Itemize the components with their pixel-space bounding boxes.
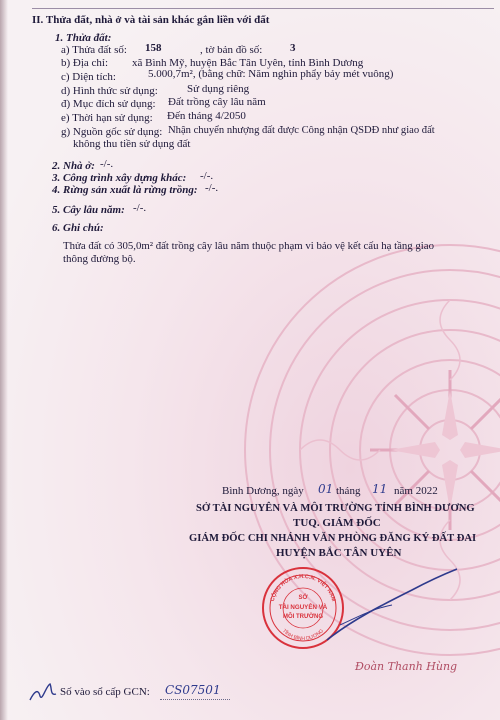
page-binding-edge [0, 0, 8, 720]
org-line1: SỞ TÀI NGUYÊN VÀ MÔI TRƯỜNG TỈNH BÌNH DƯƠNG [196, 503, 475, 514]
gcn-entry-value: CS07501 [165, 683, 221, 697]
org-line3: GIÁM ĐỐC CHI NHÁNH VĂN PHÒNG ĐĂNG KÝ ĐẤT ĐAI [189, 533, 477, 544]
area-label: c) Diện tích: [61, 71, 116, 83]
area-value: 5.000,7m², (bằng chữ: Năm nghìn phẩy bảy mét vuông) [148, 68, 394, 80]
term-label: e) Thời hạn sử dụng: [61, 112, 153, 124]
origin-value-line1: Nhận chuyển nhượng đất được Công nhận QSDĐ như giao đất [168, 125, 435, 136]
signer-name: Đoàn Thanh Hùng [355, 660, 458, 673]
stamp-inner-line3: MÔI TRƯỜNG [282, 614, 324, 620]
map-sheet-label: , tờ bản đồ số: [200, 44, 263, 56]
gcn-entry-underline [160, 699, 230, 700]
org-line2: TUQ. GIÁM ĐỐC [293, 517, 381, 529]
other-works-label: 3. Công trình xây dựng khác: [52, 172, 187, 184]
map-sheet-value: 3 [290, 42, 296, 54]
term-value: Đến tháng 4/2050 [167, 110, 246, 122]
notes-line1: Thửa đất có 305,0m² đất trồng cây lâu năm thuộc phạm vi bảo vệ kết cấu hạ tầng giao [63, 240, 434, 252]
date-prefix: Bình Dương, ngày [222, 485, 304, 497]
date-month: 11 [372, 482, 388, 496]
purpose-label: đ) Mục đích sử dụng: [61, 98, 156, 110]
svg-text:TỈNH BÌNH DƯƠNG [281, 628, 325, 642]
stamp-outer-text: CỘNG HÒA X.H.C.N. VIỆT NAM [269, 573, 337, 603]
notes-line2: thông đường bộ. [63, 253, 136, 265]
parcel-number-value: 158 [145, 42, 162, 54]
purpose-value: Đất trồng cây lâu năm [168, 96, 266, 108]
other-works-value: -/-. [200, 170, 214, 182]
perennial-value: -/-. [133, 202, 147, 214]
notes-label: 6. Ghi chú: [52, 222, 104, 234]
forest-label: 4. Rừng sản xuất là rừng trồng: [52, 184, 198, 196]
address-value: xã Bình Mỹ, huyện Bắc Tân Uyên, tỉnh Bình Dương [132, 57, 364, 69]
address-label: b) Địa chỉ: [61, 57, 109, 69]
month-label: tháng [336, 485, 361, 497]
house-label: 2. Nhà ở: [52, 160, 95, 172]
org-line4: HUYỆN BẮC TÂN UYÊN [276, 547, 402, 559]
origin-label: g) Nguồn gốc sử dụng: [61, 126, 163, 138]
house-value: -/-. [100, 158, 114, 170]
stamp-inner-line1: SỞ [298, 595, 308, 601]
date-day: 01 [318, 482, 334, 496]
usage-form-label: d) Hình thức sử dụng: [61, 85, 158, 97]
perennial-label: 5. Cây lâu năm: [52, 204, 125, 216]
year-label: năm 2022 [394, 485, 438, 497]
usage-form-value: Sử dụng riêng [187, 83, 250, 95]
signature-mark [322, 565, 462, 645]
stamp-bottom-text: TỈNH BÌNH DƯƠNG [280, 628, 326, 643]
section-title: II. Thửa đất, nhà ở và tài sản khác gắn liền với đất [32, 14, 270, 26]
parcel-number-label: a) Thửa đất số: [61, 44, 127, 56]
item1-label: 1. Thửa đất: [55, 32, 112, 44]
gcn-entry-label: Số vào sổ cấp GCN: [60, 686, 150, 698]
stamp-inner-line2: TÀI NGUYÊN VÀ [278, 604, 328, 611]
top-border-line [32, 8, 494, 9]
forest-value: -/-. [205, 182, 219, 194]
initials-mark [28, 678, 60, 706]
origin-value-line2: không thu tiền sử dụng đất [73, 138, 191, 150]
